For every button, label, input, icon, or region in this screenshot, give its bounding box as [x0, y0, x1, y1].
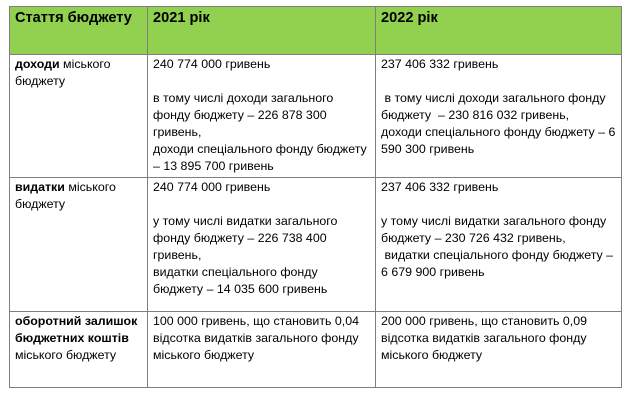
- header-2021: 2021 рік: [148, 7, 376, 55]
- detail-special-fund: видатки спеціального фонду бюджету – 6 679 900 гривень: [381, 248, 617, 279]
- row-label-rest: міського бюджету: [15, 57, 111, 88]
- detail-special-fund: доходи спеціального фонду бюджету – 6 590 300 гривень: [381, 125, 616, 156]
- row-label-cell: [10, 55, 148, 178]
- cell-2022: [376, 312, 622, 388]
- row-label-rest: міського бюджету: [15, 180, 116, 211]
- row-label-bold: видатки: [15, 180, 65, 194]
- row-label-bold: доходи: [15, 57, 60, 71]
- budget-table: [9, 6, 622, 388]
- header-2022: 2022 рік: [376, 7, 622, 55]
- cell-2022: [376, 178, 622, 312]
- cell-2021: [148, 312, 376, 388]
- total-value: 200 000 гривень, що становить 0,09 відсотка видатків загального фонду міського бюджету: [381, 314, 588, 362]
- row-label-rest: міського бюджету: [15, 348, 117, 362]
- detail-general-fund: в тому числі доходи загального фонду бюджету – 230 816 032 гривень,: [381, 91, 609, 122]
- cell-2021: [148, 55, 376, 178]
- total-value: 100 000 гривень, що становить 0,04 відсотка видатків загального фонду міського бюджету: [153, 314, 360, 362]
- detail-general-fund: у тому числі видатки загального фонду бюджету – 230 726 432 гривень,: [381, 214, 607, 245]
- cell-2021: [148, 178, 376, 312]
- detail-general-fund: у тому числі видатки загального фонду бюджету – 226 738 400 гривень,: [153, 214, 338, 262]
- cell-2022: [376, 55, 622, 178]
- header-article: Стаття бюджету: [10, 7, 148, 55]
- total-value: 240 774 000 гривень: [153, 57, 271, 71]
- total-value: 240 774 000 гривень: [153, 180, 271, 194]
- table-row-expenses: [10, 178, 622, 312]
- total-value: 237 406 332 гривень: [381, 57, 499, 71]
- row-label-bold: оборотний залишок бюджетних коштів: [15, 314, 138, 345]
- detail-special-fund: доходи спеціального фонду бюджету – 13 895 700 гривень: [153, 142, 367, 173]
- detail-special-fund: видатки спеціального фонду бюджету – 14 035 600 гривень: [153, 265, 328, 296]
- row-label-cell: [10, 178, 148, 312]
- total-value: 237 406 332 гривень: [381, 180, 499, 194]
- header-row: [10, 7, 622, 55]
- table-row-balance: [10, 312, 622, 388]
- table-row-revenue: [10, 55, 622, 178]
- row-label-cell: [10, 312, 148, 388]
- detail-general-fund: в тому числі доходи загального фонду бюджету – 226 878 300 гривень,: [153, 91, 334, 139]
